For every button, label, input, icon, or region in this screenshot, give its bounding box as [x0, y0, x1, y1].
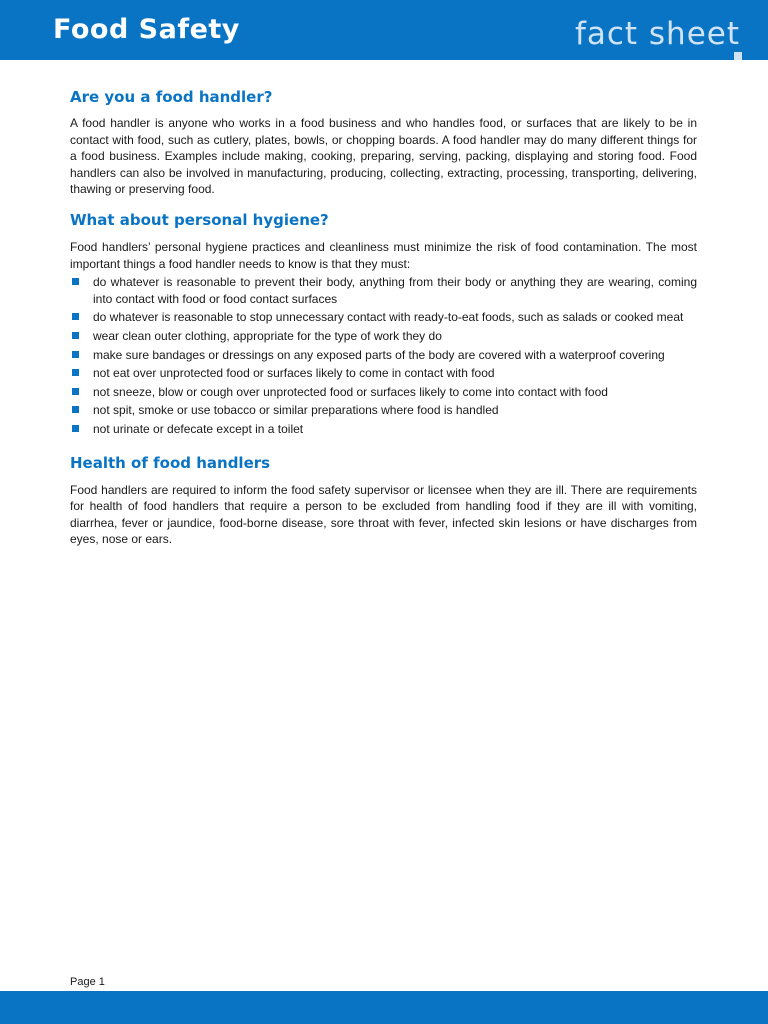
list-item-text: do whatever is reasonable to prevent their body, anything from their body or anything they are wearing, coming into contact with food or food contact surfaces	[93, 275, 697, 306]
square-bullet-icon	[72, 406, 79, 413]
list-item-text: wear clean outer clothing, appropriate for the type of work they do	[93, 328, 442, 343]
square-bullet-icon	[72, 388, 79, 395]
hygiene-bullet-list	[70, 274, 697, 437]
page-number: Page 1	[70, 976, 105, 988]
fact-sheet-label: fact sheet	[574, 16, 740, 52]
square-bullet-icon	[72, 332, 79, 339]
list-item-text: make sure bandages or dressings on any exposed parts of the body are covered with a waterproof covering	[93, 347, 665, 362]
square-bullet-icon	[72, 313, 79, 320]
section-heading-personal-hygiene: What about personal hygiene?	[70, 210, 329, 229]
header-notch	[734, 52, 742, 60]
header-bar	[0, 0, 768, 60]
list-item	[70, 384, 697, 401]
list-item	[70, 274, 697, 307]
square-bullet-icon	[72, 425, 79, 432]
square-bullet-icon	[72, 278, 79, 285]
list-item	[70, 309, 697, 326]
list-item	[70, 347, 697, 364]
list-item-text: not eat over unprotected food or surfaces likely to come in contact with food	[93, 366, 495, 381]
list-item	[70, 365, 697, 382]
square-bullet-icon	[72, 351, 79, 358]
section-heading-food-handler: Are you a food handler?	[70, 88, 273, 106]
square-bullet-icon	[72, 369, 79, 376]
main-content	[70, 88, 697, 548]
list-item-text: not urinate or defecate except in a toilet	[93, 421, 304, 436]
list-item-text: not sneeze, blow or cough over unprotected food or surfaces likely to come into contact with food	[93, 384, 608, 399]
list-item	[70, 402, 697, 419]
section-heading-health: Health of food handlers	[70, 453, 271, 472]
section-paragraph-health: Food handlers are required to inform the food safety supervisor or licensee when they are ill. There are requirements for health of food handlers that require a person to be excluded from handling food if they are ill with vomiting, diarrhea, fever or jaundice, food-borne disease, sore throat with fever, infected skin lesions or have discharges from eyes, nose or ears.	[70, 482, 697, 547]
section-paragraph-food-handler: A food handler is anyone who works in a food business and who handles food, or surfaces that are likely to be in contact with food, such as cutlery, plates, bowls, or chopping boards. A food handler may do many different things for a food business. Examples include making, cooking, preparing, serving, packing, displaying and storing food. Food handlers can also be involved in manufacturing, producing, collecting, extracting, processing, transporting, delivering, thawing or preserving food.	[70, 116, 697, 197]
list-item	[70, 421, 697, 438]
list-item-text: not spit, smoke or use tobacco or similar preparations where food is handled	[93, 403, 499, 418]
list-item	[70, 328, 697, 345]
document-title: Food Safety	[53, 14, 240, 45]
footer-bar	[0, 991, 768, 1024]
list-item-text: do whatever is reasonable to stop unnecessary contact with ready-to-eat foods, such as salads or cooked meat	[93, 310, 684, 325]
section-paragraph-personal-hygiene: Food handlers’ personal hygiene practices and cleanliness must minimize the risk of food contamination. The most important things a food handler needs to know is that they must:	[70, 239, 697, 271]
